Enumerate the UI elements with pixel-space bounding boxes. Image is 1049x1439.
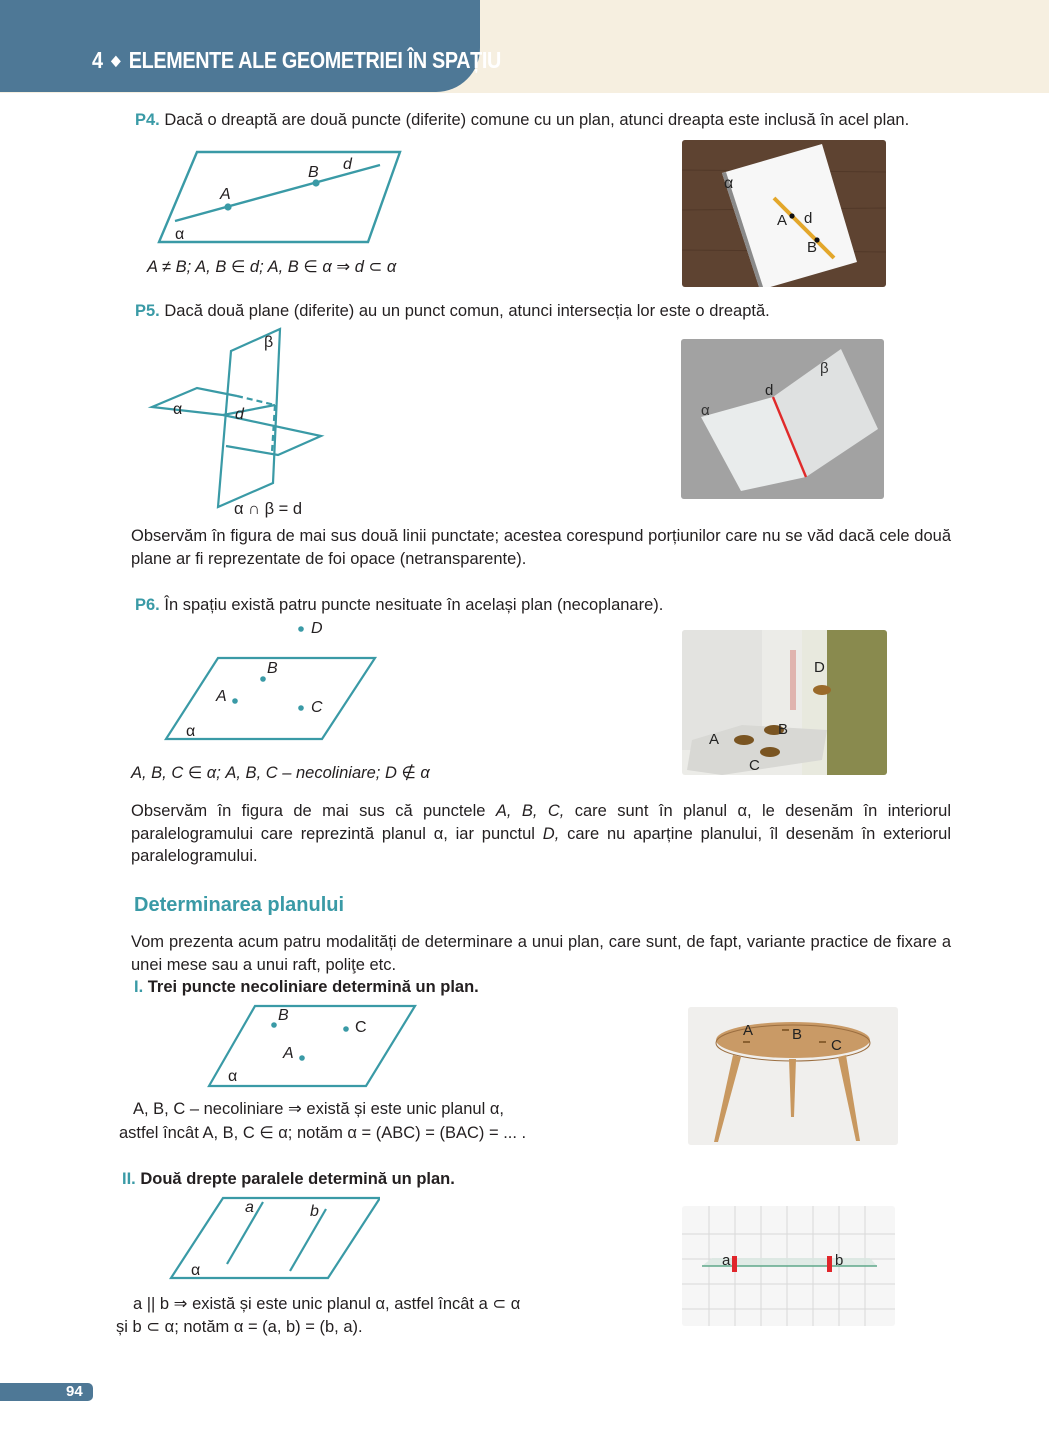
point-d xyxy=(298,626,304,632)
chapter-title xyxy=(92,47,501,74)
case1-line2: astfel încât A, B, C ∈ α; notăm α = (ABC) = (BAC) = ... . xyxy=(119,1124,527,1142)
p5-figure xyxy=(140,325,360,525)
point-c xyxy=(298,705,304,711)
p4-statement xyxy=(135,109,909,132)
case1-label: I. xyxy=(134,978,144,996)
photo-label-b: B xyxy=(778,721,789,738)
case2-heading xyxy=(122,1168,455,1191)
p5-formula-text: α ∩ β = d xyxy=(234,500,303,518)
case1-title: Trei puncte necoliniare determină un plan. xyxy=(147,978,479,996)
plane-alpha xyxy=(171,1198,380,1278)
case2-shelf-photo xyxy=(682,1206,895,1326)
case2-title: Două drepte paralele determină un plan. xyxy=(140,1170,455,1188)
label-d: d xyxy=(235,406,244,423)
section-intro xyxy=(131,931,951,976)
diamond-icon: ◆ xyxy=(111,52,121,68)
intersection-d xyxy=(223,405,275,415)
point-b xyxy=(271,1022,277,1028)
section-intro-text: Vom prezenta acum patru modalități de determinare a unui plan, care sunt, de fapt, variante practice de fixare a unei mese sau a unui raft, poliţe etc. xyxy=(131,933,951,974)
p6-formula: A, B, C ∈ α; A, B, C – necoliniare; D ∉ α xyxy=(131,764,430,782)
label-b: B xyxy=(308,164,319,181)
photo-label-d: d xyxy=(804,210,813,227)
plane-alpha xyxy=(152,388,237,415)
obs-part: care nu aparține planului, îl desenăm în exteriorul paralelogramului. xyxy=(131,824,951,865)
chapter-tab xyxy=(0,0,480,92)
label-beta: β xyxy=(264,334,274,351)
point-a xyxy=(299,1055,305,1061)
photo-label-beta: β xyxy=(820,360,829,377)
label-alpha: α xyxy=(173,401,183,418)
photo-label-d: D xyxy=(814,659,825,676)
obs-part: care sunt în planul α, le desenăm în interiorul paralelogramului care reprezintă planul α, iar punctul xyxy=(131,802,951,843)
label-a: a xyxy=(245,1199,254,1216)
p6-text: În spațiu există patru puncte nesituate în același plan (necoplanare). xyxy=(164,596,664,614)
p5-statement xyxy=(135,300,770,323)
point-b xyxy=(260,676,266,682)
case1-figure xyxy=(200,1000,425,1090)
label-alpha: α xyxy=(186,723,196,740)
photo-label-c: C xyxy=(831,1037,842,1054)
p5-formula xyxy=(234,498,302,521)
notebook-illustration xyxy=(682,140,886,287)
chapter-number: 4 xyxy=(92,47,103,73)
case2-label: II. xyxy=(122,1170,136,1188)
label-a: A xyxy=(283,1045,294,1062)
photo-label-a: a xyxy=(722,1252,731,1269)
table-illustration xyxy=(688,1007,898,1145)
p5-label: P5. xyxy=(135,302,160,320)
label-b: B xyxy=(278,1007,289,1024)
p5-observation-text: Observăm în figura de mai sus două linii punctate; acestea corespund porțiunilor care nu se văd dacă cele două plane ar fi reprezentate de foi opace (netransparente). xyxy=(131,527,951,568)
point-c xyxy=(343,1026,349,1032)
photo-label-a: A xyxy=(777,212,788,229)
case1-table-photo xyxy=(688,1007,898,1145)
photo-label-b: b xyxy=(835,1252,844,1269)
obs-point-d: D, xyxy=(542,824,560,843)
p5-observation xyxy=(131,525,951,570)
section-title: Determinarea planului xyxy=(134,894,345,916)
label-b: b xyxy=(310,1203,319,1220)
case1-line1: A, B, C – necoliniare ⇒ există și este unic planul α, xyxy=(133,1100,504,1118)
plane-alpha xyxy=(159,152,400,242)
p4-label: P4. xyxy=(135,111,160,129)
obs-points-abc: A, B, C, xyxy=(495,802,565,820)
photo-label-a: A xyxy=(709,731,720,748)
label-alpha: α xyxy=(175,226,185,243)
label-a: A xyxy=(216,688,227,705)
line-d xyxy=(175,165,380,221)
case2-line1: a || b ⇒ există și este unic planul α, astfel încât a ⊂ α xyxy=(133,1295,521,1313)
folded-paper-illustration xyxy=(681,339,884,499)
photo-label-alpha: α xyxy=(701,402,710,419)
p4-text: Dacă o dreaptă are două puncte (diferite) comune cu un plan, atunci dreapta este inclusă în acel plan. xyxy=(164,111,910,129)
obs-part: Observăm în figura de mai sus că punctele xyxy=(131,802,496,820)
line-b xyxy=(290,1209,326,1271)
p6-figure xyxy=(160,612,390,747)
photo-label-b: B xyxy=(792,1026,803,1043)
plane-alpha xyxy=(209,1006,415,1086)
shelf-illustration xyxy=(682,1206,895,1326)
chapter-title-text: ELEMENTE ALE GEOMETRIEI ÎN SPAȚIU xyxy=(128,47,501,73)
p5-folded-paper-photo xyxy=(681,339,884,499)
p4-figure xyxy=(150,145,410,245)
p5-text: Dacă două plane (diferite) au un punct comun, atunci intersecția lor este o dreaptă. xyxy=(164,302,770,320)
p4-notebook-photo xyxy=(682,140,886,287)
label-alpha: α xyxy=(228,1068,238,1085)
case2-figure xyxy=(165,1190,380,1285)
photo-label-d: d xyxy=(765,382,774,399)
label-alpha: α xyxy=(191,1262,201,1279)
bees-illustration xyxy=(682,630,887,775)
label-c: C xyxy=(355,1019,367,1036)
label-a: A xyxy=(220,186,231,203)
page-number: 94 xyxy=(66,1383,83,1400)
p4-formula: A ≠ B; A, B ∈ d; A, B ∈ α ⇒ d ⊂ α xyxy=(147,258,397,276)
label-d: d xyxy=(343,156,352,173)
p6-bees-photo xyxy=(682,630,887,775)
label-c: C xyxy=(311,699,323,716)
photo-label-alpha: α xyxy=(724,175,734,192)
point-a xyxy=(232,698,238,704)
photo-label-a: A xyxy=(743,1022,754,1039)
p6-observation xyxy=(131,800,951,868)
label-b: B xyxy=(267,660,278,677)
label-d: D xyxy=(311,620,323,637)
p6-label: P6. xyxy=(135,596,160,614)
case1-heading xyxy=(134,976,479,999)
point-a xyxy=(224,203,231,210)
plane-beta xyxy=(218,329,280,507)
photo-label-c: C xyxy=(749,757,760,774)
case2-line2: și b ⊂ α; notăm α = (a, b) = (b, a). xyxy=(116,1318,363,1336)
photo-label-b: B xyxy=(807,239,818,256)
